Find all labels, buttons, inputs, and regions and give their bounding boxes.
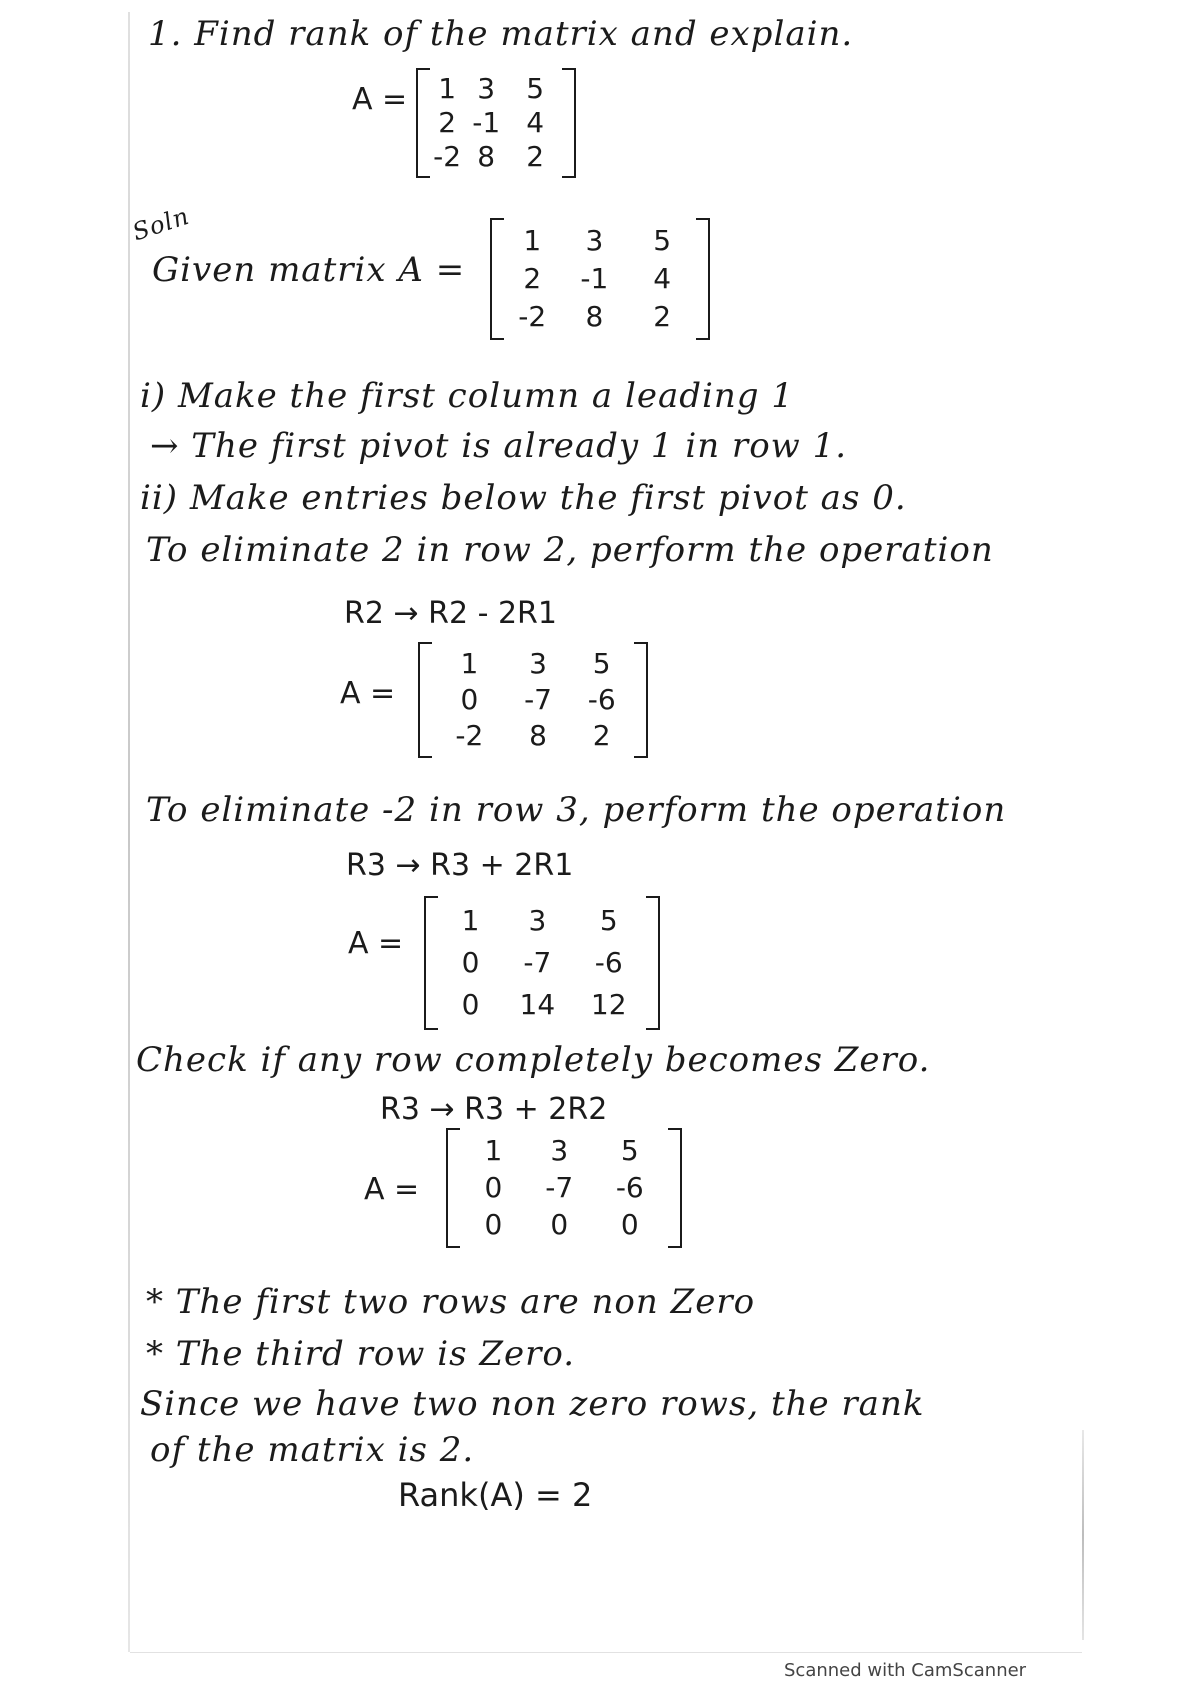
matrix-cell: 0 [484,1208,503,1242]
matrix-cell: 2 [523,262,542,295]
question-title: 1. Find rank of the matrix and explain. [148,14,854,54]
matrix-grid [430,72,562,174]
matrix-grid [462,1132,666,1244]
op2-matrix-label: A = [348,926,404,961]
matrix-cell: 2 [653,300,672,333]
matrix-cell: -6 [587,683,616,716]
matrix-cell: 8 [585,300,604,333]
matrix-cell: 14 [519,988,556,1021]
matrix-cell: -7 [524,683,552,716]
matrix-cell: 8 [477,140,496,173]
matrix-cell: 1 [461,904,480,937]
matrix-cell: 8 [529,719,547,752]
matrix-cell: 5 [599,904,618,937]
matrix-bracket-right [562,68,576,178]
matrix-cell: 0 [460,683,479,716]
matrix-cell: 12 [590,988,627,1021]
point-third-row: * The third row is Zero. [146,1334,576,1374]
op1-matrix-label: A = [340,676,396,711]
matrix-cell: -2 [518,300,547,333]
matrix-cell: 3 [529,647,547,680]
matrix-after-op3 [446,1128,682,1248]
matrix-cell: -2 [433,140,462,173]
matrix-cell: 1 [523,224,542,257]
matrix-cell: 2 [526,140,545,173]
matrix-cell: 1 [460,647,479,680]
matrix-cell: -1 [580,262,609,295]
matrix-cell: -7 [545,1170,574,1204]
matrix-cell: 0 [620,1208,639,1242]
matrix-after-op1 [418,642,648,758]
matrix-cell: 0 [550,1208,569,1242]
matrix-grid [434,646,632,754]
matrix-grid [440,900,644,1026]
step2-text: To eliminate 2 in row 2, perform the operation [146,530,994,570]
matrix-cell: -6 [594,946,623,979]
matrix-bracket-left [490,218,504,340]
scanner-watermark: Scanned with CamScanner [784,1660,1027,1681]
question-matrix-label: A = [352,82,408,117]
matrix-bracket-left [424,896,438,1030]
matrix-bracket-left [446,1128,460,1248]
matrix-cell: -7 [523,946,552,979]
matrix-cell: 1 [438,72,457,105]
matrix-bracket-right [668,1128,682,1248]
matrix-cell: 5 [592,647,611,680]
scan-edge-bottom [130,1652,1082,1653]
matrix-cell: 3 [528,904,547,937]
matrix-cell: 3 [585,224,604,257]
matrix-cell: 0 [461,988,480,1021]
matrix-grid [504,222,696,336]
matrix-cell: -2 [455,719,484,752]
step1-note: → The first pivot is already 1 in row 1. [150,426,848,466]
operation-2: R3 → R3 + 2R1 [346,848,574,883]
operation-1: R2 → R2 - 2R1 [344,596,557,631]
matrix-cell: 3 [477,72,496,105]
solution-tag: Soln [129,201,193,247]
matrix-cell: 5 [526,72,545,105]
scan-edge-left [128,12,130,1652]
matrix-cell: 5 [653,224,672,257]
matrix-bracket-left [416,68,430,178]
matrix-cell: 3 [550,1133,569,1167]
matrix-cell: 0 [461,946,480,979]
question-matrix [416,68,576,178]
matrix-bracket-right [634,642,648,758]
conclusion-line-1: Since we have two non zero rows, the rank [140,1384,925,1424]
matrix-cell: -6 [615,1170,644,1204]
matrix-bracket-right [646,896,660,1030]
matrix-cell: -1 [472,106,501,139]
given-matrix-label: Given matrix A = [152,250,466,290]
step3-text: To eliminate -2 in row 3, perform the operation [146,790,1007,830]
matrix-cell: 2 [438,106,457,139]
final-answer: Rank(A) = 2 [398,1476,593,1514]
step2-heading: ii) Make entries below the first pivot as 0. [140,478,907,518]
matrix-bracket-left [418,642,432,758]
operation-3: R3 → R3 + 2R2 [380,1092,608,1127]
matrix-cell: 5 [620,1133,639,1167]
conclusion-line-2: of the matrix is 2. [150,1430,475,1470]
op3-matrix-label: A = [364,1172,420,1207]
matrix-cell: 4 [526,106,545,139]
matrix-cell: 0 [484,1170,503,1204]
matrix-cell: 2 [592,719,611,752]
scan-edge-right [1082,1430,1084,1640]
given-matrix [490,218,710,340]
point-first-two-rows: * The first two rows are non Zero [146,1282,756,1322]
matrix-bracket-right [696,218,710,340]
matrix-cell: 4 [653,262,672,295]
step1-heading: i) Make the first column a leading 1 [140,376,794,416]
step4-text: Check if any row completely becomes Zero. [136,1040,931,1080]
matrix-cell: 1 [484,1133,503,1167]
matrix-after-op2 [424,896,660,1030]
